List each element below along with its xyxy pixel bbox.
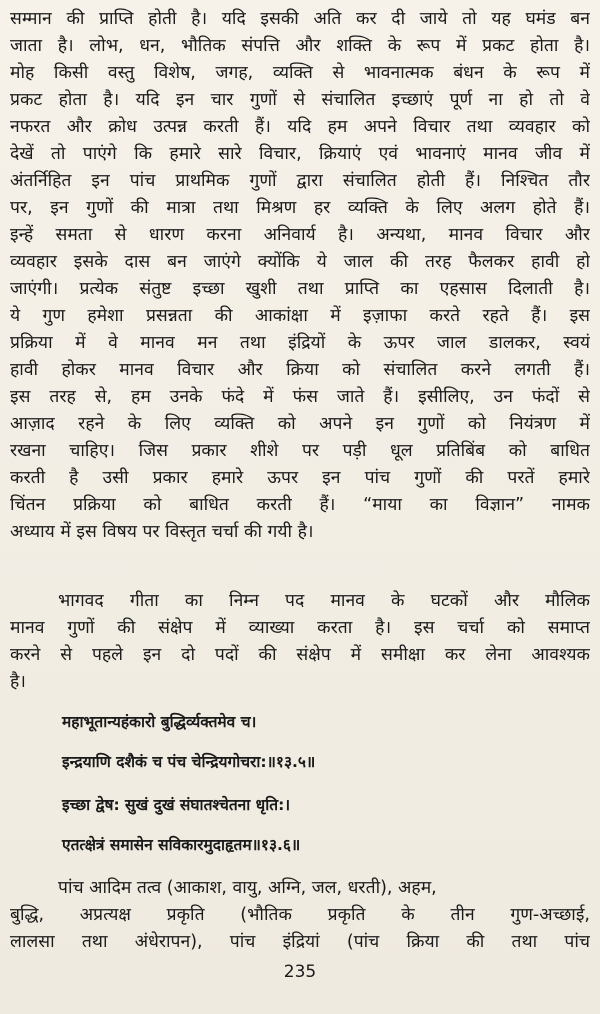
text-line: प्रक्रिया में वे मानव मन तथा इंद्रियों के ऊपर जाल डालकर, स्वयं <box>10 333 590 353</box>
page-number: 235 <box>283 962 317 982</box>
paragraph-explanation <box>10 875 590 956</box>
sanskrit-verses <box>62 708 582 860</box>
text-line: इन्हें समता से धारण करना अनिवार्य है। अन्यथा, मानव विचार और <box>10 225 590 245</box>
verse-line: महाभूतान्यहंकारो बुद्धिर्व्यक्तमेव च। <box>62 713 257 731</box>
text-line: आज़ाद रहने के लिए व्यक्ति को अपने इन गुणों को नियंत्रण में <box>10 414 590 434</box>
text-line: व्यवहार इसके दास बन जाएंगे क्योंकि ये जाल की तरह फैलकर हावी हो <box>10 252 590 272</box>
text-line: मानव गुणों की संक्षेप में व्याख्या करता है। इस चर्चा को समाप्त <box>10 618 590 638</box>
text-line: अंतर्निहित इन पांच प्राथमिक गुणों द्वारा संचालित होती हैं। निश्चित तौर <box>10 171 590 191</box>
text-line: ये गुण हमेशा प्रसन्नता की आकांक्षा में इज़ाफा करते रहते हैं। इस <box>10 306 590 326</box>
text-line: चिंतन प्रक्रिया को बाधित करती हैं। “माया का विज्ञान” नामक <box>10 495 590 515</box>
verse-line: इन्द्रयाणि दशैकं च पंच चेन्द्रियगोचरा:॥१३.५॥ <box>62 753 316 771</box>
text-line: भागवद गीता का निम्न पद मानव के घटकों और मौलिक <box>58 591 590 611</box>
text-line: इस तरह से, हम उनके फंदे में फंस जाते हैं। इसीलिए, उन फंदों से <box>10 387 590 407</box>
text-line: लालसा तथा अंधेरापन), पांच इंद्रियां (पांच क्रिया की तथा पांच <box>10 932 590 952</box>
text-line-last: अध्याय में इस विषय पर विस्तृत चर्चा की गयी है। <box>10 522 314 542</box>
verse-line: इच्छा द्वेष: सुखं दुखं संघातश्चेतना धृति:। <box>62 796 291 814</box>
verse-line: एतत्क्षेत्रं समासेन सविकारमुदाहृतम॥१३.६॥ <box>62 836 301 854</box>
text-line: हावी होकर मानव विचार और क्रिया को संचालित करने लगती हैं। <box>10 360 590 380</box>
text-line: देखें तो पाएंगे कि हमारे सारे विचार, क्रियाएं एवं भावनाएं मानव जीव में <box>10 144 590 164</box>
text-line: मोह किसी वस्तु विशेष, जगह, व्यक्ति से भावनात्मक बंधन के रूप में <box>10 63 590 83</box>
text-line: सम्मान की प्राप्ति होती है। यदि इसकी अति कर दी जाये तो यह घमंड बन <box>10 9 590 29</box>
text-line: पांच आदिम तत्व (आकाश, वायु, अग्नि, जल, धरती), अहम, <box>58 878 437 898</box>
text-line: बुद्धि, अप्रत्यक्ष प्रकृति (भौतिक प्रकृति के तीन गुण-अच्छाई, <box>10 905 590 925</box>
paragraph-gunas <box>10 6 590 546</box>
text-line: पर, इन गुणों की मात्रा तथा मिश्रण हर व्यक्ति के लिए अलग होते हैं। <box>10 198 590 218</box>
text-line: रखना चाहिए। जिस प्रकार शीशे पर पड़ी धूल प्रतिबिंब को बाधित <box>10 441 590 461</box>
text-line: नफरत और क्रोध उत्पन्न करती हैं। यदि हम अपने विचार तथा व्यवहार को <box>10 117 590 137</box>
text-line-last: है। <box>10 672 26 692</box>
text-line: प्रकट होता है। यदि इन चार गुणों से संचालित इच्छाएं पूर्ण ना हो तो वे <box>10 90 590 110</box>
paragraph-gita-intro <box>10 588 590 696</box>
text-line: करने से पहले इन दो पदों की संक्षेप में समीक्षा कर लेना आवश्यक <box>10 645 590 665</box>
text-line: जाएंगी। प्रत्येक संतुष्ट इच्छा खुशी तथा प्राप्ति का एहसास दिलाती है। <box>10 279 590 299</box>
text-line: करती है उसी प्रकार हमारे ऊपर इन पांच गुणों की परतें हमारे <box>10 468 590 488</box>
text-line: जाता है। लोभ, धन, भौतिक संपत्ति और शक्ति के रूप में प्रकट होता है। <box>10 36 590 56</box>
